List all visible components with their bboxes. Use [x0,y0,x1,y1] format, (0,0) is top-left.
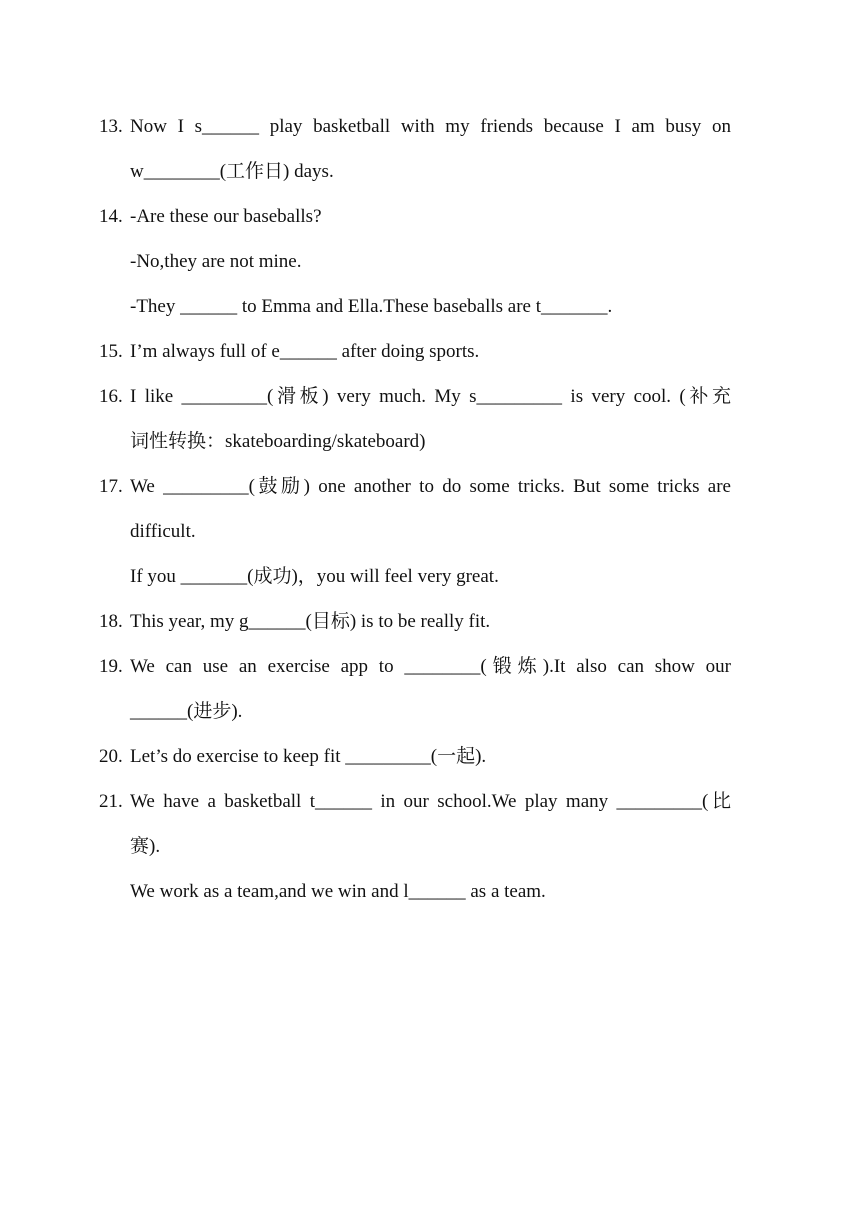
question-number: 17. [99,476,123,497]
question-number: 18. [99,611,123,632]
question-text: -Are these our baseballs? [130,206,322,227]
question-number: 20. [99,746,123,767]
question-text: I like _________(滑板) very much. My s_________ is very cool. (补充 [130,386,731,407]
question-number: 15. [99,341,123,362]
question-text: If you _______(成功)，you will feel very great. [130,566,499,587]
question-text: We can use an exercise app to ________(锻炼).It also can show our [130,656,731,677]
question-text: I’m always full of e______ after doing sports. [130,341,480,362]
question-text: We work as a team,and we win and l______ as a team. [130,881,546,902]
question-text: w________(工作日) days. [130,161,334,182]
question-text: 词性转换：skateboarding/skateboard) [130,431,426,452]
question-text: We have a basketball t______ in our school.We play many _________(比 [130,791,731,812]
question-text: -No,they are not mine. [130,251,302,272]
question-text: ______(进步). [130,701,243,722]
question-text: -They ______ to Emma and Ella.These baseballs are t_______. [130,296,613,317]
question-text: difficult. [130,521,196,542]
question-number: 16. [99,386,123,407]
question-text: 赛). [130,836,161,857]
question-number: 14. [99,206,123,227]
question-number: 21. [99,791,123,812]
question-text: Let’s do exercise to keep fit _________(一起). [130,746,487,767]
question-text: This year, my g______(目标) is to be really fit. [130,611,491,632]
question-number: 13. [99,116,123,137]
question-text: Now I s______ play basketball with my friends because I am busy on [130,116,731,137]
question-text: We _________(鼓励) one another to do some tricks. But some tricks are [130,476,731,497]
question-number: 19. [99,656,123,677]
